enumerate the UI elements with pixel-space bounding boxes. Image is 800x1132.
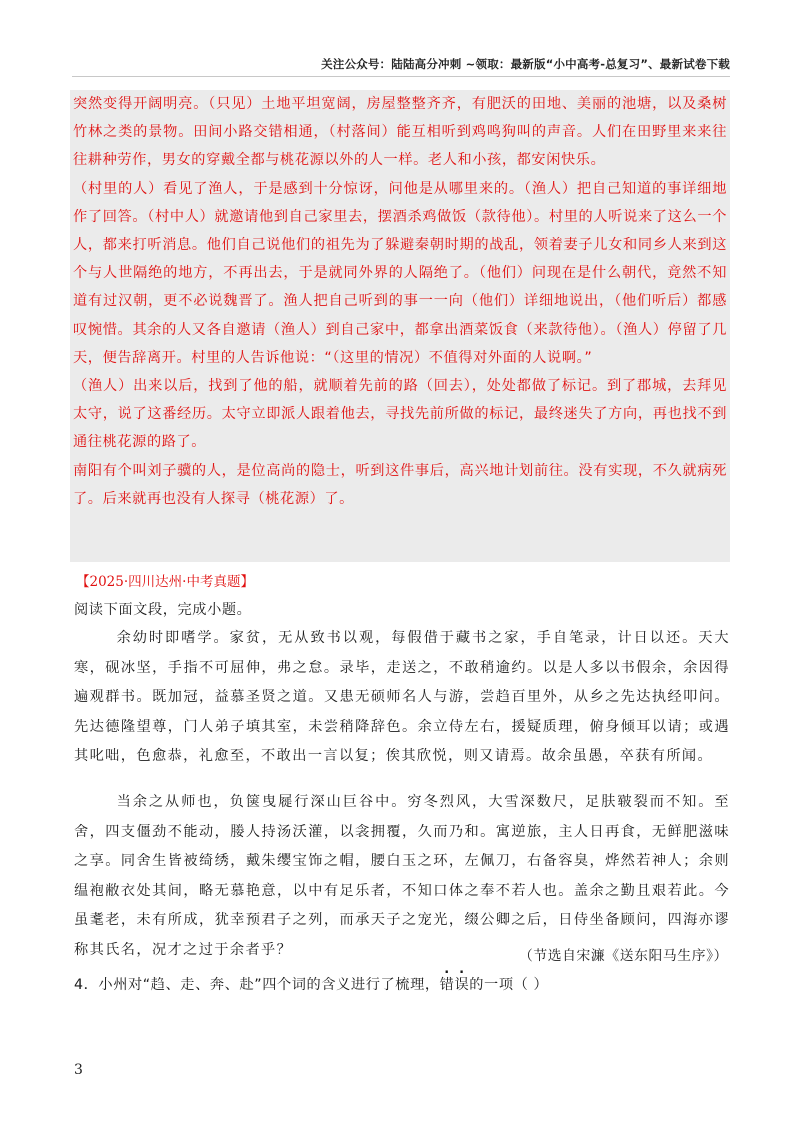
answer-paragraph-2: （村里的人）看见了渔人，于是感到十分惊讶，问他是从哪里来的。（渔人）把自己知道的事详细地作了回答。（村中人）就邀请他到自己家里去，摆酒杀鸡做饭（款待他）。村里的人听说来了这么一个人，都来打听消息。他们自己说他们的祖先为了躲避秦朝时期的战乱，领着妻子儿女和同乡人来到这个与人世隔绝的地方，不再出去，于是就同外界的人隔绝了。（他们）问现在是什么朝代，竟然不知道有过汉朝，更不必说魏晋了。渔人把自己听到的事一一向（他们）详细地说出，（他们听后）都感叹惋惜。其余的人又各自邀请（渔人）到自己家中，都拿出酒菜饭食（来款待他）。（渔人）停留了几天，便告辞离开。村里的人告诉他说：“（这里的情况）不值得对外面的人说啊。” <box>73 180 727 366</box>
answer-translation-block <box>70 90 730 562</box>
page-header: 关注公众号：陆陆高分冲刺 ~领取：最新版“小中高考-总复习”、最新试卷下载 <box>321 57 730 71</box>
answer-paragraph-3: （渔人）出来以后，找到了他的船，就顺着先前的路（回去），处处都做了标记。到了郡城，去拜见太守，说了这番经历。太守立即派人跟着他去，寻找先前所做的标记，最终迷失了方向，再也找不到通往桃花源的路了。 <box>73 378 727 451</box>
question-prefix: 4．小州对“趋、走、奔、赴”四个词的含义进行了梳理， <box>74 977 440 993</box>
answer-paragraph-1: 突然变得开阔明亮。（只见）土地平坦宽阔，房屋整整齐齐，有肥沃的田地、美丽的池塘，以及桑树竹林之类的景物。田间小路交错相通，（村落间）能互相听到鸡鸣狗叫的声音。人们在田野里来来往往耕种劳作，男女的穿戴全都与桃花源以外的人一样。老人和小孩，都安闲快乐。 <box>73 96 727 169</box>
classical-paragraph-1 <box>74 624 730 772</box>
classical-paragraph-1-text: 余幼时即嗜学。家贫，无从致书以观，每假借于藏书之家，手自笔录，计日以还。天大寒，砚冰坚，手指不可屈伸，弗之怠。录毕，走送之，不敢稍逾约。以是人多以书假余，余因得遍观群书。既加冠，益慕圣贤之道。又患无硕师名人与游，尝趋百里外，从乡之先达执经叩问。先达德隆望尊，门人弟子填其室，未尝稍降辞色。余立侍左右，援疑质理，俯身倾耳以请；或遇其叱咄，色愈恭，礼愈至，不敢出一言以复；俟其欣悦，则又请焉。故余虽愚，卒获有所闻。 <box>74 630 730 764</box>
question-emphasis-2: 误 <box>454 977 470 993</box>
classical-paragraph-2-text: 当余之从师也，负箧曳屣行深山巨谷中。穷冬烈风，大雪深数尺，足肤皲裂而不知。至舍，四支僵劲不能动，媵人持汤沃灌，以衾拥覆，久而乃和。寓逆旅，主人日再食，无鲜肥滋味之享。同舍生皆被绮绣，戴朱缨宝饰之帽，腰白玉之环，左佩刀，右备容臭，烨然若神人；余则缊袍敝衣处其间，略无慕艳意，以中有足乐者，不知口体之奉不若人也。盖余之勤且艰若此。今虽耄老，未有所成，犹幸预君子之列，而承天子之宠光，缀公卿之后，日侍坐备顾问，四海亦谬称其氏名，况才之过于余者乎？ <box>74 794 730 958</box>
exam-source-tag: 【2025·四川达州·中考真题】 <box>76 574 254 590</box>
answer-paragraph-4: 南阳有个叫刘子骥的人，是位高尚的隐士，听到这件事后，高兴地计划前往。没有实现，不久就病死了。后来就再也没有人探寻（桃花源）了。 <box>73 462 727 507</box>
question-4 <box>74 974 548 994</box>
source-citation: （节选自宋濂《送东阳马生序》） <box>518 948 728 964</box>
question-emphasis-1: 错 <box>439 977 455 993</box>
classical-paragraph-2 <box>74 788 730 965</box>
reading-instruction: 阅读下面文段，完成小题。 <box>74 602 252 618</box>
header-divider <box>72 76 730 77</box>
question-suffix: 的一项（ ） <box>469 977 549 993</box>
page-number: 3 <box>74 1062 83 1078</box>
